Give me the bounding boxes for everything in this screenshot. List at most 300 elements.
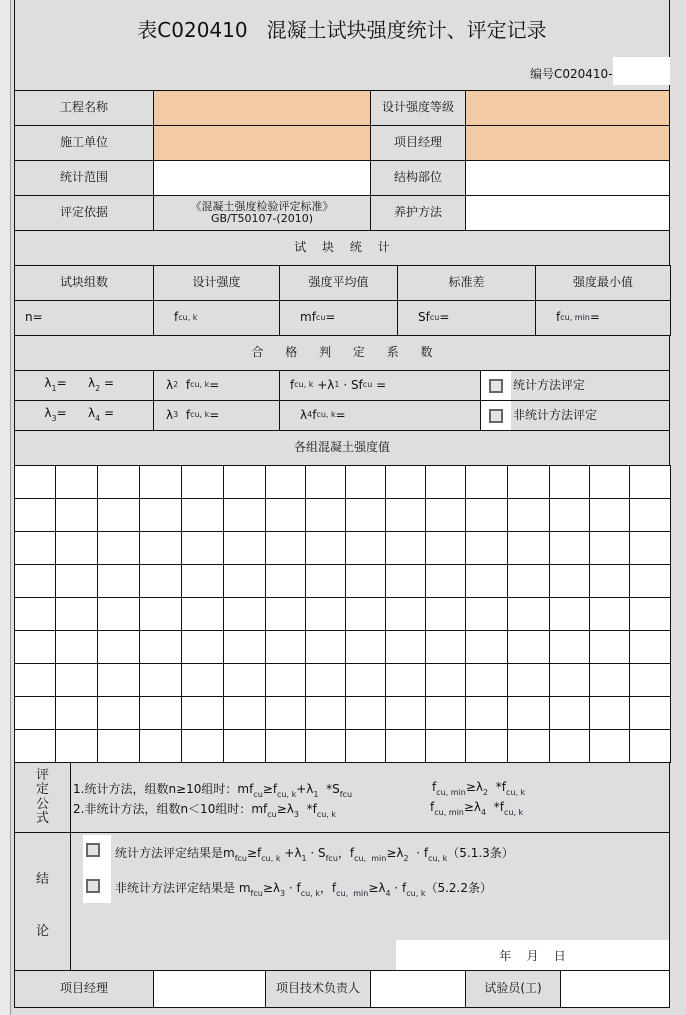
formula-text: · f (390, 881, 407, 895)
strength-value-cell[interactable] (385, 564, 426, 598)
strength-value-cell[interactable] (425, 498, 466, 532)
strength-value-cell[interactable] (139, 729, 182, 763)
formula-subscript: 2 (483, 788, 489, 797)
formula-subscript: fcu (250, 889, 263, 898)
label-sign-tester: 试验员(工) (465, 970, 561, 1008)
nonstat-result-checkbox[interactable] (86, 879, 100, 893)
stat-method-lambda-fcuk[interactable] (153, 370, 280, 401)
strength-value-cell[interactable] (425, 630, 466, 664)
strength-value-cell[interactable] (181, 729, 224, 763)
strength-value-cell[interactable] (507, 630, 550, 664)
formula-text: f (290, 377, 295, 392)
formula-text: · S (306, 846, 326, 860)
nonstat-method-lambda-fcuk[interactable] (153, 400, 280, 431)
formula-text: Sf (418, 310, 430, 325)
formula-text: +λ (313, 377, 335, 392)
strength-value-cell[interactable] (465, 663, 508, 697)
formula-line-1b (432, 780, 525, 797)
formula-subscript: cu, k (178, 312, 198, 322)
strength-value-cell[interactable] (345, 663, 386, 697)
strength-value-cell[interactable] (465, 597, 508, 631)
strength-heading: 各组混凝土强度值 (14, 430, 670, 466)
formula-subscript: 2 (173, 380, 179, 390)
formula-text: （5.2.2条） (425, 881, 492, 895)
strength-value-cell[interactable] (265, 465, 306, 499)
formula-subscript: cu (267, 810, 277, 819)
strength-value-cell[interactable] (345, 531, 386, 565)
project-name-input[interactable] (153, 90, 371, 126)
formula-text: = (56, 406, 67, 421)
strength-value-cell[interactable] (589, 465, 630, 499)
strength-value-cell[interactable] (305, 663, 346, 697)
formula-text: = (100, 376, 115, 391)
strength-value-cell[interactable] (181, 630, 224, 664)
strength-value-cell[interactable] (265, 564, 306, 598)
strength-value-cell[interactable] (549, 663, 590, 697)
strength-value-cell[interactable] (139, 465, 182, 499)
strength-value-cell[interactable] (265, 531, 306, 565)
curing-input[interactable] (465, 195, 670, 231)
strength-value-cell[interactable] (139, 696, 182, 730)
formula-text: *f (488, 780, 506, 794)
strength-value-cell[interactable] (305, 564, 346, 598)
strength-value-cell[interactable] (629, 630, 671, 664)
strength-value-cell[interactable] (465, 498, 508, 532)
strength-value-cell[interactable] (139, 564, 182, 598)
strength-value-cell[interactable] (425, 696, 466, 730)
strength-value-cell[interactable] (55, 498, 98, 532)
sign-manager-input[interactable] (153, 970, 266, 1008)
strength-value-cell[interactable] (385, 531, 426, 565)
formula-text: = (209, 377, 220, 392)
formula-subscript: 1 (51, 384, 57, 394)
strength-value-cell[interactable] (465, 531, 508, 565)
formula-text: n= (25, 310, 43, 325)
strength-value-cell[interactable] (265, 630, 306, 664)
strength-value-cell[interactable] (14, 696, 56, 730)
strength-value-cell[interactable] (507, 597, 550, 631)
formula-subscript: cu, k (428, 854, 448, 863)
formula-subscript: cu, min (434, 808, 464, 817)
formula-subscript: cu (315, 312, 326, 322)
strength-value-cell[interactable] (265, 597, 306, 631)
strength-value-cell[interactable] (139, 630, 182, 664)
formula-text: λ (88, 406, 96, 421)
formula-text: = (439, 310, 450, 325)
formula-subscript: cu, k (300, 889, 320, 898)
strength-value-cell[interactable] (223, 531, 266, 565)
strength-value-cell[interactable] (97, 564, 140, 598)
formula-subscript: 1 (334, 380, 340, 390)
strength-value-cell[interactable] (55, 630, 98, 664)
conclusion-label-2: 论 (36, 924, 50, 939)
formula-subscript: cu, k (261, 854, 281, 863)
strength-value-cell[interactable] (55, 564, 98, 598)
formula-line-2b (430, 800, 523, 817)
strength-value-cell[interactable] (385, 597, 426, 631)
formula-text: λ (44, 376, 52, 391)
stat-method-label: 统计方法评定 (513, 377, 586, 392)
strength-value-cell[interactable] (223, 729, 266, 763)
strength-value-cell[interactable] (55, 663, 98, 697)
strength-value-cell[interactable] (629, 696, 671, 730)
nonstat-method-formula[interactable] (279, 400, 481, 431)
strength-value-cell[interactable] (385, 696, 426, 730)
strength-value-cell[interactable] (507, 564, 550, 598)
strength-value-cell[interactable] (385, 663, 426, 697)
lambda-a (23, 377, 88, 394)
formula-text: f (432, 780, 437, 794)
formula-text: = (325, 310, 336, 325)
strength-value-cell[interactable] (629, 498, 671, 532)
label-sign-manager: 项目经理 (14, 970, 154, 1008)
strength-value-cell[interactable] (305, 597, 346, 631)
strength-value-cell[interactable] (14, 630, 56, 664)
strength-value-cell[interactable] (97, 531, 140, 565)
strength-value-cell[interactable] (181, 597, 224, 631)
formula-subscript: 3 (293, 810, 299, 819)
page-title: 表C020410 混凝土试块强度统计、评定记录 (137, 18, 547, 42)
formula-text: = (209, 407, 220, 422)
formula-text: +λ (296, 782, 314, 796)
formula-subscript: cu, min (436, 788, 466, 797)
strength-value-cell[interactable] (549, 531, 590, 565)
label-curing: 养护方法 (370, 195, 466, 231)
formula-subscript: cu, k (406, 889, 426, 898)
formula-text: ≥f (247, 846, 262, 860)
formula-subscript: cu, k (503, 808, 524, 817)
strength-value-cell[interactable] (305, 630, 346, 664)
formula-text: = (100, 406, 115, 421)
formula-text: λ (166, 377, 174, 392)
formula-subscript: cu, min (560, 312, 590, 322)
formula-text: f (178, 407, 191, 422)
formula-subscript: 4 (481, 808, 487, 817)
stats-value-1[interactable] (153, 300, 280, 336)
formula-line-1 (73, 780, 352, 799)
nonstat-method-lambda-cell[interactable] (14, 400, 154, 431)
strength-value-cell[interactable] (507, 663, 550, 697)
strength-value-cell[interactable] (345, 597, 386, 631)
strength-value-cell[interactable] (97, 597, 140, 631)
formula-text: = (335, 407, 346, 422)
strength-value-cell[interactable] (549, 630, 590, 664)
formula-subscript: 4 (385, 889, 391, 898)
strength-value-cell[interactable] (465, 564, 508, 598)
strength-value-cell[interactable] (589, 498, 630, 532)
strength-value-cell[interactable] (265, 498, 306, 532)
strength-value-cell[interactable] (181, 663, 224, 697)
strength-value-cell[interactable] (507, 498, 550, 532)
formula-text: f (174, 310, 179, 325)
strength-value-cell[interactable] (345, 696, 386, 730)
stats-header-1: 设计强度 (153, 265, 280, 301)
stats-value-0[interactable] (14, 300, 154, 336)
formula-text: λ (300, 407, 308, 422)
formula-text: f (312, 407, 317, 422)
stats-value-3[interactable] (397, 300, 536, 336)
formula-text: ，f (319, 881, 337, 895)
formula-text: · f (408, 846, 429, 860)
strength-value-cell[interactable] (589, 630, 630, 664)
label-project-manager: 项目经理 (370, 125, 466, 161)
formula-subscript: 3 (51, 414, 57, 424)
construction-unit-input[interactable] (153, 125, 371, 161)
strength-value-cell[interactable] (14, 564, 56, 598)
sign-tech-lead-input[interactable] (370, 970, 466, 1008)
formula-subscript: cu, min (336, 889, 369, 898)
strength-value-cell[interactable] (265, 663, 306, 697)
strength-value-cell[interactable] (139, 531, 182, 565)
strength-value-cell[interactable] (589, 663, 630, 697)
strength-value-cell[interactable] (181, 696, 224, 730)
strength-value-cell[interactable] (223, 696, 266, 730)
lambda-b (88, 407, 114, 424)
nonstat-method-label: 非统计方法评定 (513, 407, 598, 422)
formula-subscript: fcu (339, 790, 353, 799)
conclusion-nonstat-text (115, 879, 492, 898)
strength-value-cell[interactable] (55, 597, 98, 631)
strength-value-cell[interactable] (139, 498, 182, 532)
formula-subscript: 2 (95, 384, 101, 394)
sign-tester-input[interactable] (560, 970, 670, 1008)
formula-text: ，f (337, 846, 355, 860)
strength-value-cell[interactable] (385, 630, 426, 664)
strength-value-cell[interactable] (425, 597, 466, 631)
structure-part-input[interactable] (465, 160, 670, 196)
strength-value-cell[interactable] (223, 564, 266, 598)
strength-value-cell[interactable] (223, 663, 266, 697)
strength-value-cell[interactable] (305, 696, 346, 730)
strength-value-cell[interactable] (345, 564, 386, 598)
formula-text: = (589, 310, 600, 325)
formula-text: f (556, 310, 561, 325)
label-basis: 评定依据 (14, 195, 154, 231)
strength-value-cell[interactable] (465, 696, 508, 730)
strength-value-cell[interactable] (181, 498, 224, 532)
nonstat-method-checkbox[interactable] (489, 409, 503, 423)
strength-value-cell[interactable] (305, 729, 346, 763)
formula-text: （5.1.3条） (447, 846, 514, 860)
strength-value-cell[interactable] (507, 531, 550, 565)
strength-value-cell[interactable] (223, 630, 266, 664)
lambda-a (23, 407, 88, 424)
stats-value-4[interactable] (535, 300, 671, 336)
formula-text: *S (318, 782, 340, 796)
strength-value-cell[interactable] (629, 663, 671, 697)
strength-value-cell[interactable] (549, 696, 590, 730)
formula-subscript: 2 (403, 854, 409, 863)
formula-label: 评定公式 (14, 762, 71, 833)
strength-value-cell[interactable] (345, 729, 386, 763)
lambda-b (88, 377, 114, 394)
formula-subscript: cu (362, 380, 373, 390)
strength-value-cell[interactable] (629, 531, 671, 565)
formula-subscript: 3 (279, 889, 286, 898)
strength-value-cell[interactable] (305, 531, 346, 565)
stats-header-0: 试块组数 (14, 265, 154, 301)
serial-label: 编号C020410- (530, 67, 613, 81)
strength-value-cell[interactable] (385, 498, 426, 532)
strength-value-cell[interactable] (345, 630, 386, 664)
strength-value-cell[interactable] (139, 663, 182, 697)
label-sign-tech-lead: 项目技术负责人 (265, 970, 371, 1008)
strength-value-cell[interactable] (223, 465, 266, 499)
strength-value-cell[interactable] (549, 465, 590, 499)
stat-method-formula[interactable] (279, 370, 481, 401)
label-design-grade: 设计强度等级 (370, 90, 466, 126)
stats-header-4: 强度最小值 (535, 265, 671, 301)
stat-method-checkbox[interactable] (489, 379, 503, 393)
strength-value-cell[interactable] (345, 465, 386, 499)
formula-text: λ (166, 407, 174, 422)
strength-value-cell[interactable] (465, 630, 508, 664)
row-header-strip (0, 0, 11, 1015)
strength-value-cell[interactable] (181, 531, 224, 565)
stat-range-input[interactable] (153, 160, 371, 196)
formula-text: ≥λ (463, 800, 482, 814)
label-structure-part: 结构部位 (370, 160, 466, 196)
formula-subscript: cu, k (294, 380, 314, 390)
strength-value-cell[interactable] (14, 531, 56, 565)
formula-text: = (372, 377, 387, 392)
formula-subscript: fcu (325, 854, 338, 863)
formula-text: 1.统计方法，组数n≥10组时：mf (73, 782, 254, 796)
formula-subscript: fcu (234, 854, 247, 863)
stats-header-3: 标准差 (397, 265, 536, 301)
strength-value-cell[interactable] (97, 630, 140, 664)
strength-value-cell[interactable] (589, 564, 630, 598)
strength-value-cell[interactable] (549, 564, 590, 598)
strength-value-cell[interactable] (589, 597, 630, 631)
stat-method-row (480, 370, 670, 401)
formula-text: 2.非统计方法，组数n＜10组时：mf (73, 802, 268, 816)
formula-text: *f (486, 800, 504, 814)
strength-value-cell[interactable] (425, 465, 466, 499)
formula-text: 非统计方法评定结果是 m (115, 881, 251, 895)
strength-value-cell[interactable] (549, 729, 590, 763)
strength-value-cell[interactable] (14, 663, 56, 697)
strength-value-cell[interactable] (629, 597, 671, 631)
strength-value-cell[interactable] (97, 729, 140, 763)
formula-subscript: 4 (95, 414, 101, 424)
strength-value-cell[interactable] (14, 597, 56, 631)
strength-value-cell[interactable] (507, 465, 550, 499)
strength-value-cell[interactable] (385, 729, 426, 763)
strength-value-cell[interactable] (507, 696, 550, 730)
strength-value-cell[interactable] (345, 498, 386, 532)
strength-value-cell[interactable] (55, 729, 98, 763)
nonstat-method-row (480, 400, 670, 431)
formula-line-2 (73, 800, 336, 819)
formula-text: +λ (280, 846, 302, 860)
strength-value-cell[interactable] (305, 498, 346, 532)
label-construction-unit: 施工单位 (14, 125, 154, 161)
stats-heading: 试 块 统 计 (14, 230, 670, 266)
formula-text: ≥λ (276, 802, 294, 816)
formula-text: ≥λ (465, 780, 484, 794)
stats-header-2: 强度平均值 (279, 265, 398, 301)
formula-text: f (178, 377, 191, 392)
strength-value-cell[interactable] (223, 597, 266, 631)
formula-subscript: cu, k (190, 410, 210, 420)
strength-value-cell[interactable] (139, 597, 182, 631)
formula-text: ≥λ (368, 881, 386, 895)
strength-value-cell[interactable] (223, 498, 266, 532)
strength-value-cell[interactable] (629, 729, 671, 763)
strength-value-cell[interactable] (629, 465, 671, 499)
strength-value-cell[interactable] (14, 465, 56, 499)
formula-subscript: 1 (301, 854, 307, 863)
strength-value-cell[interactable] (97, 696, 140, 730)
formula-subscript: cu, k (505, 788, 526, 797)
strength-value-cell[interactable] (549, 498, 590, 532)
strength-value-cell[interactable] (425, 564, 466, 598)
formula-text: *f (298, 802, 317, 816)
conclusion-stat-text (115, 844, 514, 863)
design-grade-input[interactable] (465, 90, 670, 126)
strength-value-cell[interactable] (97, 465, 140, 499)
strength-value-cell[interactable] (549, 597, 590, 631)
basis-value: 《混凝土强度检验评定标准》 GB/T50107-(2010) (153, 195, 371, 231)
formula-text: ≥λ (386, 846, 404, 860)
strength-value-cell[interactable] (14, 729, 56, 763)
strength-value-cell[interactable] (465, 729, 508, 763)
stat-result-checkbox[interactable] (86, 843, 100, 857)
stats-value-2[interactable] (279, 300, 398, 336)
formula-text: ≥f (262, 782, 278, 796)
formula-subscript: cu (429, 312, 440, 322)
strength-value-cell[interactable] (425, 531, 466, 565)
date-field[interactable]: 年 月 日 (396, 940, 669, 970)
strength-value-cell[interactable] (181, 465, 224, 499)
strength-value-cell[interactable] (589, 531, 630, 565)
strength-value-cell[interactable] (55, 465, 98, 499)
strength-value-cell[interactable] (425, 729, 466, 763)
strength-value-cell[interactable] (97, 663, 140, 697)
strength-value-cell[interactable] (265, 696, 306, 730)
formula-subscript: cu (253, 790, 263, 799)
strength-value-cell[interactable] (55, 531, 98, 565)
formula-text: ≥λ (262, 881, 280, 895)
strength-value-cell[interactable] (385, 465, 426, 499)
conclusion-label-1: 结 (36, 872, 50, 887)
formula-text: · Sf (339, 377, 363, 392)
label-stat-range: 统计范围 (14, 160, 154, 196)
strength-value-cell[interactable] (97, 498, 140, 532)
formula-subscript: cu, k (316, 810, 337, 819)
strength-value-cell[interactable] (465, 465, 508, 499)
strength-value-cell[interactable] (181, 564, 224, 598)
strength-value-cell[interactable] (425, 663, 466, 697)
strength-value-cell[interactable] (629, 564, 671, 598)
label-project-name: 工程名称 (14, 90, 154, 126)
strength-value-cell[interactable] (305, 465, 346, 499)
strength-value-cell[interactable] (589, 696, 630, 730)
serial-input[interactable] (613, 57, 670, 85)
formula-subscript: 3 (173, 410, 179, 420)
formula-text: f (430, 800, 435, 814)
project-manager-input[interactable] (465, 125, 670, 161)
formula-subscript: cu, k (316, 410, 336, 420)
strength-value-cell[interactable] (14, 498, 56, 532)
strength-value-cell[interactable] (589, 729, 630, 763)
strength-value-cell[interactable] (507, 729, 550, 763)
strength-value-cell[interactable] (55, 696, 98, 730)
conclusion-label-cell (14, 832, 71, 971)
strength-value-cell[interactable] (265, 729, 306, 763)
stat-method-lambda-cell[interactable] (14, 370, 154, 401)
